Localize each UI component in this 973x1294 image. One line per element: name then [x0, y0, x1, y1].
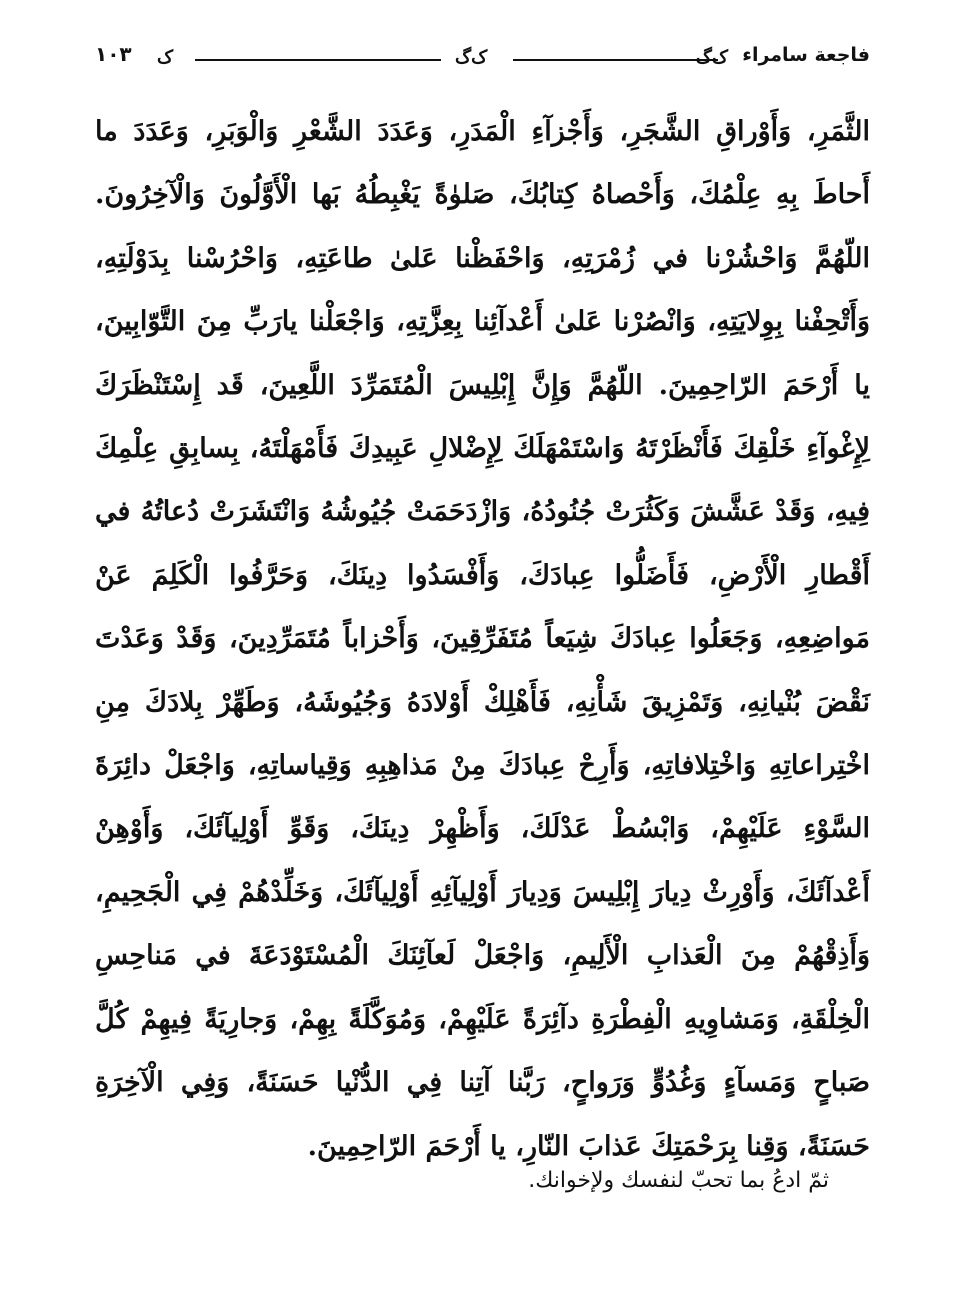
ornament-left-icon: ﮎ: [157, 47, 174, 68]
ornament-mid-icon: ﮎﮒ: [455, 47, 488, 68]
ornament-right-icon: ﮎﮒ: [695, 47, 728, 68]
page-number: ١٠٣: [95, 42, 132, 66]
running-title: فاجعة سامراء: [742, 44, 870, 66]
header-rule-right: [513, 59, 718, 61]
closing-instruction: ثمّ ادعُ بما تحبّ لنفسك ولإخوانك.: [528, 1168, 829, 1193]
supplication-body: الثَّمَرِ، وَأَوْراقِ الشَّجَرِ، وَأَجْزآءِ الْمَدَرِ، وَعَدَدَ الشَّعْرِ وَالْوَبَرِ، وَعَدَدَ ما أَحاطَ بِهِ عِلْمُكَ، وَأَحْصاهُ كِتابُكَ، صَلوٰةً يَغْبِطُهُ بَها الْأَوَّلُونَ وَالْآخِرُونَ. اللّهُمَّ وَاحْشُرْنا في زُمْرَتِهِ، وَاحْفَظْنا عَلىٰ طاعَتِهِ، وَاحْرُسْنا بِدَوْلَتِهِ، وَأَتْحِفْنا بِوِلايَتِهِ، وَانْصُرْنا عَلىٰ أَعْدآئِنا بِعِزَّتِهِ، وَاجْعَلْنا يارَبِّ مِنَ التَّوّابِينَ، يا أَرْحَمَ الرّاحِمِينَ. اللّهُمَّ وَإِنَّ إِبْلِيسَ الْمُتَمَرِّدَ اللَّعِينَ، قَد إِسْتَنْظَرَكَ لِإِغْوآءِ خَلْقِكَ فَأَنْظَرْتَهُ وَاسْتَمْهَلَكَ لِإِضْلالِ عَبِيدِكَ فَأَمْهَلْتَهُ، بِسابِقِ عِلْمِكَ فِيهِ، وَقَدْ عَشَّشَ وَكَثُرَتْ جُنُودُهُ، وَازْدَحَمَتْ جُيُوشُهُ وَانْتَشَرَتْ دُعاتُهُ في أَقْطارِ الْأَرْضِ، فَأَضَلُّوا عِبادَكَ، وَأَفْسَدُوا دِينَكَ، وَحَرَّفُوا الْكَلِمَ عَنْ مَواضِعِهِ، وَجَعَلُوا عِبادَكَ شِيَعاً مُتَفَرِّقِينَ، وَأَحْزاباً مُتَمَرِّدِينَ، وَقَدْ وَعَدْتَ نَقْضَ بُنْيانِهِ، وَتَمْزِيقَ شَأْنِهِ، فَأَهْلِكْ أَوْلادَهُ وَجُيُوشَهُ، وَطَهِّرْ بِلادَكَ مِنِ اخْتِراعاتِهِ وَاخْتِلافاتِهِ، وَأَرِحْ عِبادَكَ مِنْ مَذاهِبِهِ وَقِياساتِهِ، وَاجْعَلْ دائِرَةَ السَّوْءِ عَلَيْهِمْ، وَابْسُطْ عَدْلَكَ، وَأَظْهِرْ دِينَكَ، وَقَوِّ أَوْلِيآئَكَ، وَأَوْهِنْ أَعْدآئَكَ، وَأَوْرِثْ دِيارَ إِبْلِيسَ وَدِيارَ أَوْلِيآئِهِ أَوْلِيآئَكَ، وَخَلِّدْهُمْ فِي الْجَحِيمِ، وَأَذِقْهُمْ مِنَ الْعَذابِ الْأَلِيمِ، وَاجْعَلْ لَعآئِنَكَ الْمُسْتَوْدَعَةَ في مَناحِسِ الْخِلْقَةِ، وَمَشاوِيهِ الْفِطْرَةِ دآئِرَةً عَلَيْهِمْ، وَمُوَكَّلَةً بِهِمْ، وَجارِيَةً فِيهِمْ كُلَّ صَباحٍ وَمَسآءٍ وَغُدُوٍّ وَرَواحٍ، رَبَّنا آتِنا فِي الدُّنْيا حَسَنَةً، وَفِي الْآخِرَةِ حَسَنَةً، وَقِنا بِرَحْمَتِكَ عَذابَ النّارِ، يا أَرْحَمَ الرّاحِمِينَ.: [95, 116, 870, 1162]
page-header: [95, 42, 870, 76]
header-rule-left: [195, 59, 441, 61]
